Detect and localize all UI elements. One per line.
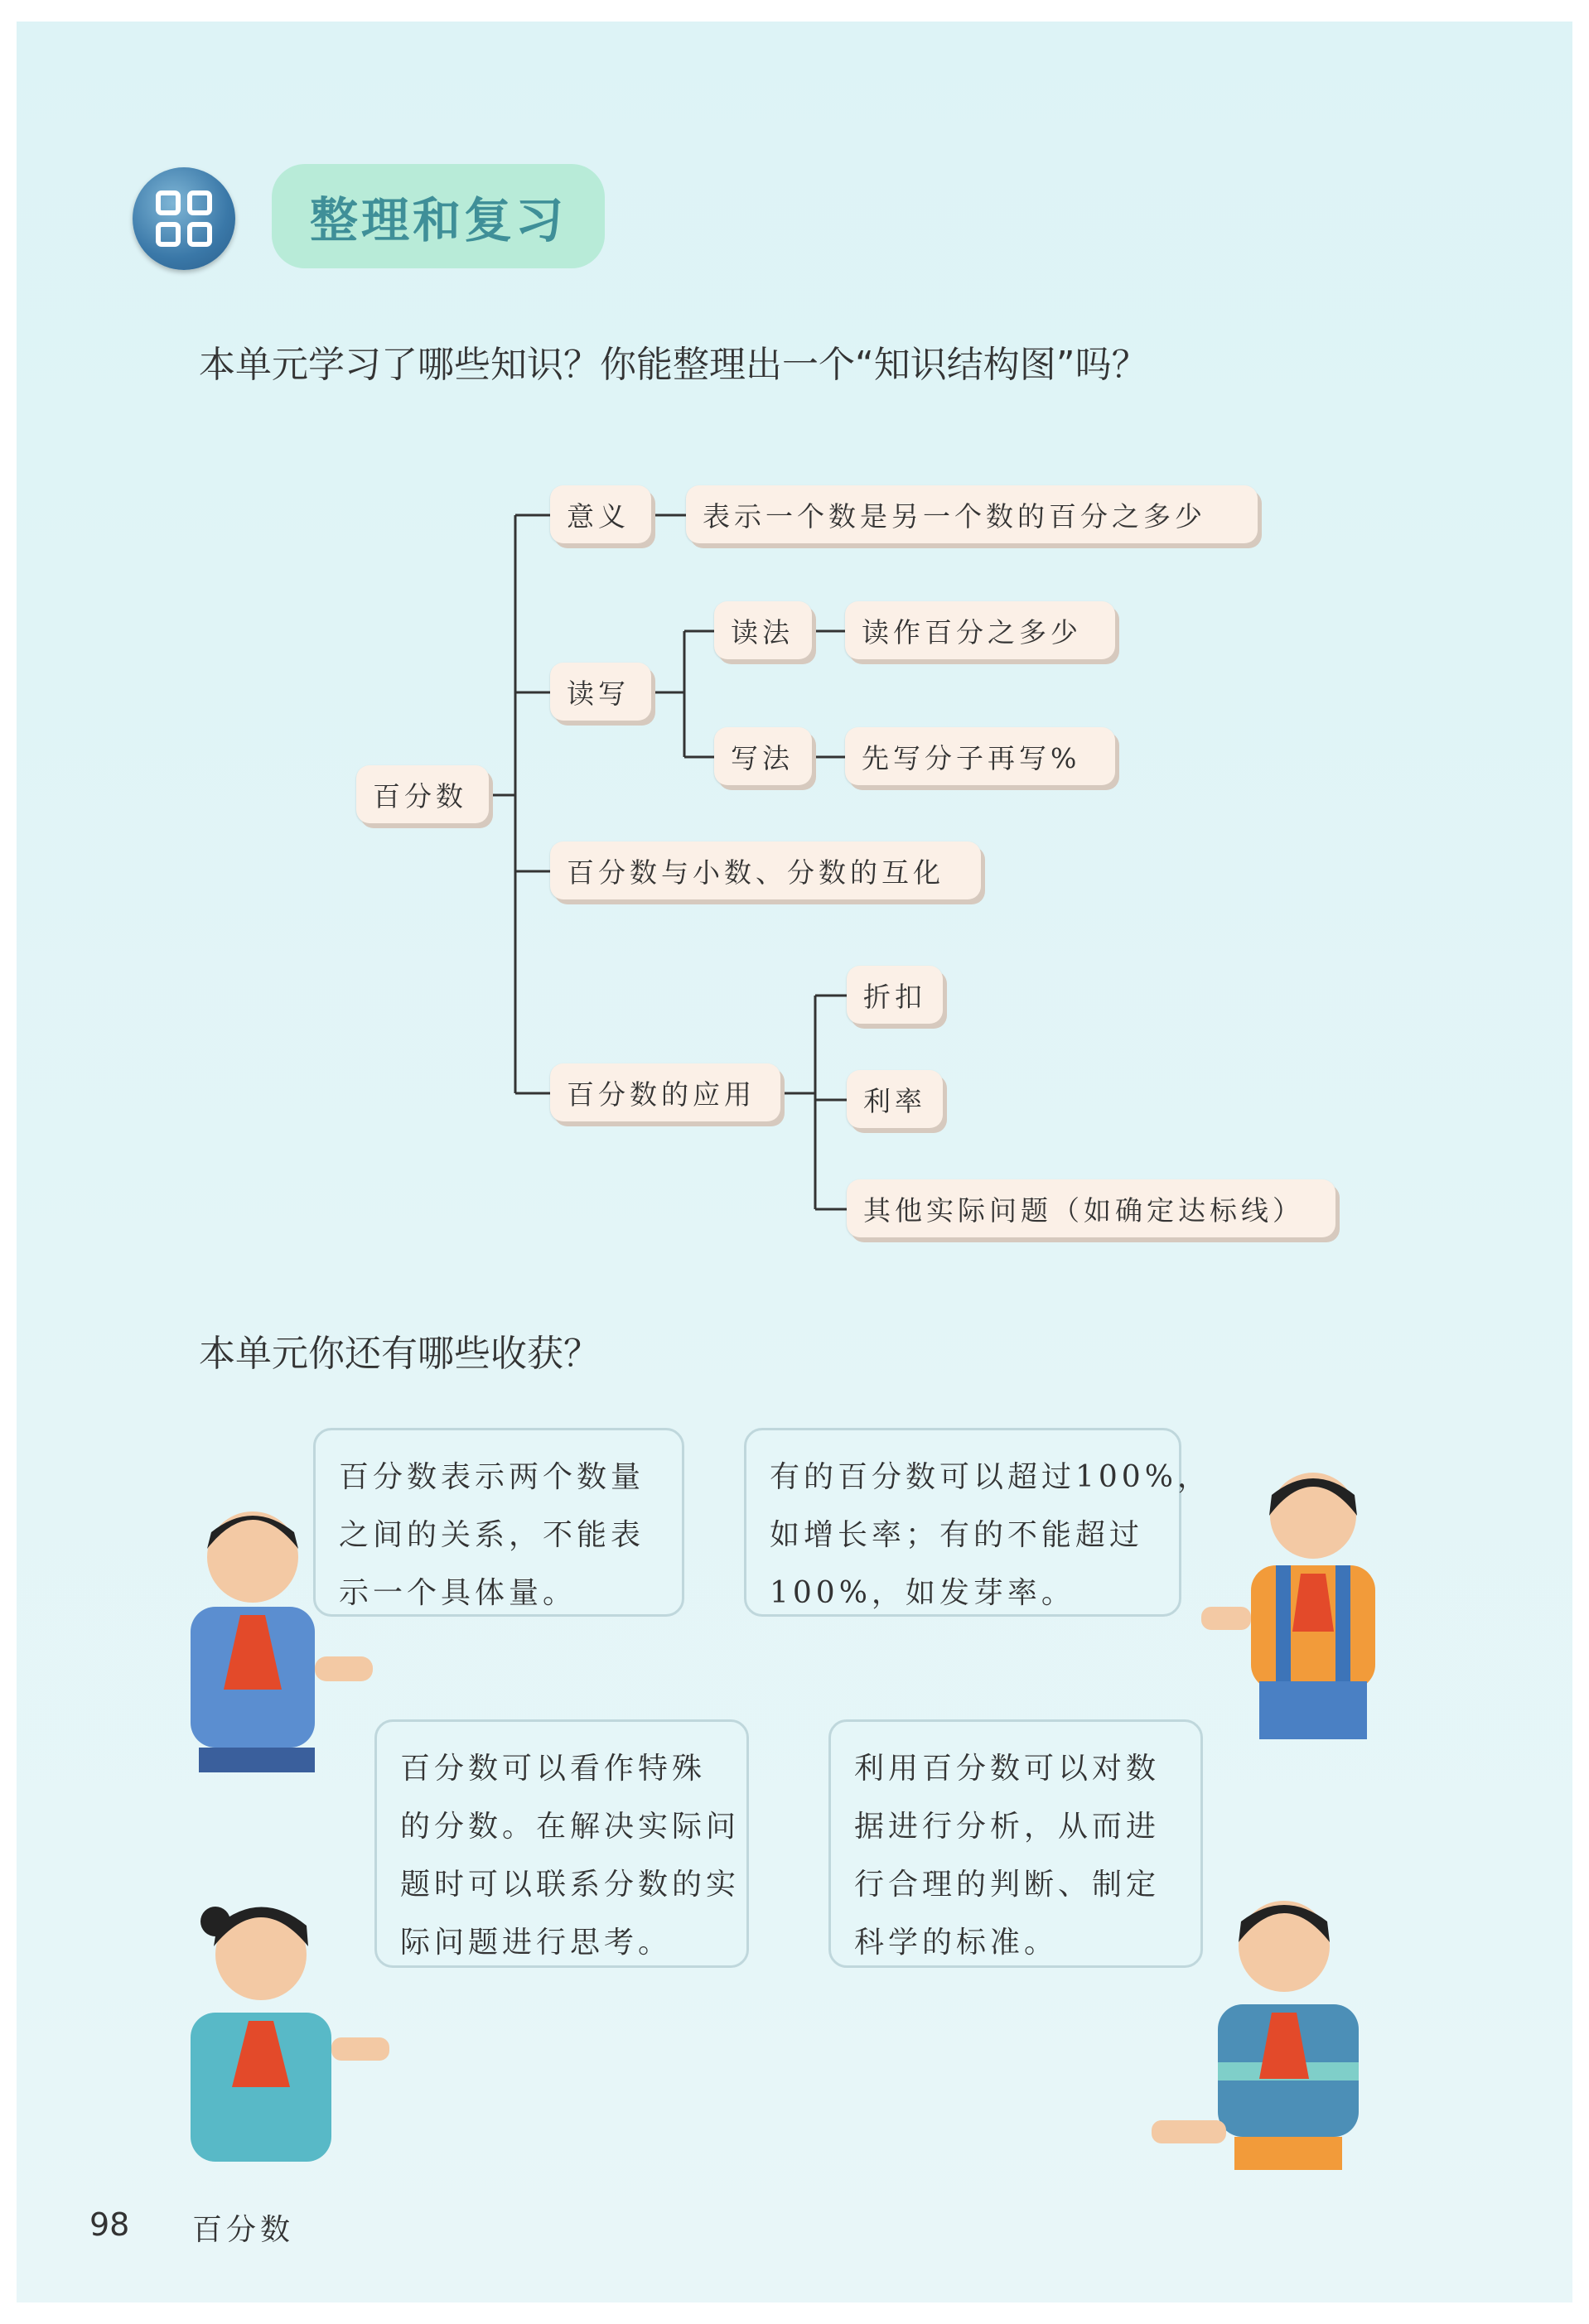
- node-writing: 写法: [714, 727, 812, 785]
- node-read-write: 读写: [550, 663, 651, 721]
- bubble-line: 题时可以联系分数的实: [400, 1868, 741, 1902]
- node-meaning-detail: 表示一个数是另一个数的百分之多少: [686, 485, 1258, 543]
- node-conversion: 百分数与小数、分数的互化: [550, 841, 981, 899]
- node-reading-detail: 读作百分之多少: [845, 601, 1115, 659]
- bubble-line: 示一个具体量。: [339, 1576, 577, 1610]
- bubble-line: 的分数。在解决实际问: [400, 1810, 741, 1844]
- bubble-line: 有的百分数可以超过100%，: [770, 1460, 1211, 1494]
- bubble-line: 百分数可以看作特殊: [400, 1752, 707, 1786]
- girl-student-orange-illustration: [1193, 1458, 1433, 1748]
- boy-student-illustration: [149, 1483, 381, 1781]
- speech-bubble-3: [374, 1719, 749, 1968]
- section-title: 整理和复习: [309, 192, 567, 248]
- bubble-line: 百分数表示两个数量: [339, 1460, 645, 1494]
- bubble-line: 据进行分析，从而进: [854, 1810, 1161, 1844]
- node-discount: 折扣: [847, 966, 943, 1024]
- speech-bubble-2: [744, 1428, 1211, 1617]
- node-root: 百分数: [356, 765, 489, 823]
- question-1: 本单元学习了哪些知识？你能整理出一个“知识结构图”吗？: [199, 344, 1148, 386]
- bubble-line: 之间的关系，不能表: [339, 1518, 645, 1552]
- bubble-line: 际问题进行思考。: [400, 1926, 673, 1960]
- unit-name: 百分数: [192, 2213, 295, 2247]
- bubble-line: 如增长率；有的不能超过: [770, 1518, 1144, 1552]
- node-reading: 读法: [714, 601, 812, 659]
- boy-student-sweater-illustration: [1143, 1880, 1408, 2178]
- girl-student-illustration: [166, 1855, 406, 2170]
- node-other: 其他实际问题（如确定达标线）: [847, 1179, 1335, 1237]
- node-interest: 利率: [847, 1070, 943, 1128]
- bubble-line: 利用百分数可以对数: [854, 1752, 1161, 1786]
- page-number: 98: [89, 2206, 130, 2243]
- bubble-line: 科学的标准。: [854, 1926, 1059, 1960]
- node-application: 百分数的应用: [550, 1063, 780, 1121]
- question-2: 本单元你还有哪些收获？: [199, 1333, 600, 1375]
- bubble-line: 100%，如发芽率。: [770, 1576, 1075, 1610]
- bubble-line: 行合理的判断、制定: [854, 1868, 1161, 1902]
- node-writing-detail: 先写分子再写%: [845, 727, 1115, 785]
- node-meaning: 意义: [550, 485, 651, 543]
